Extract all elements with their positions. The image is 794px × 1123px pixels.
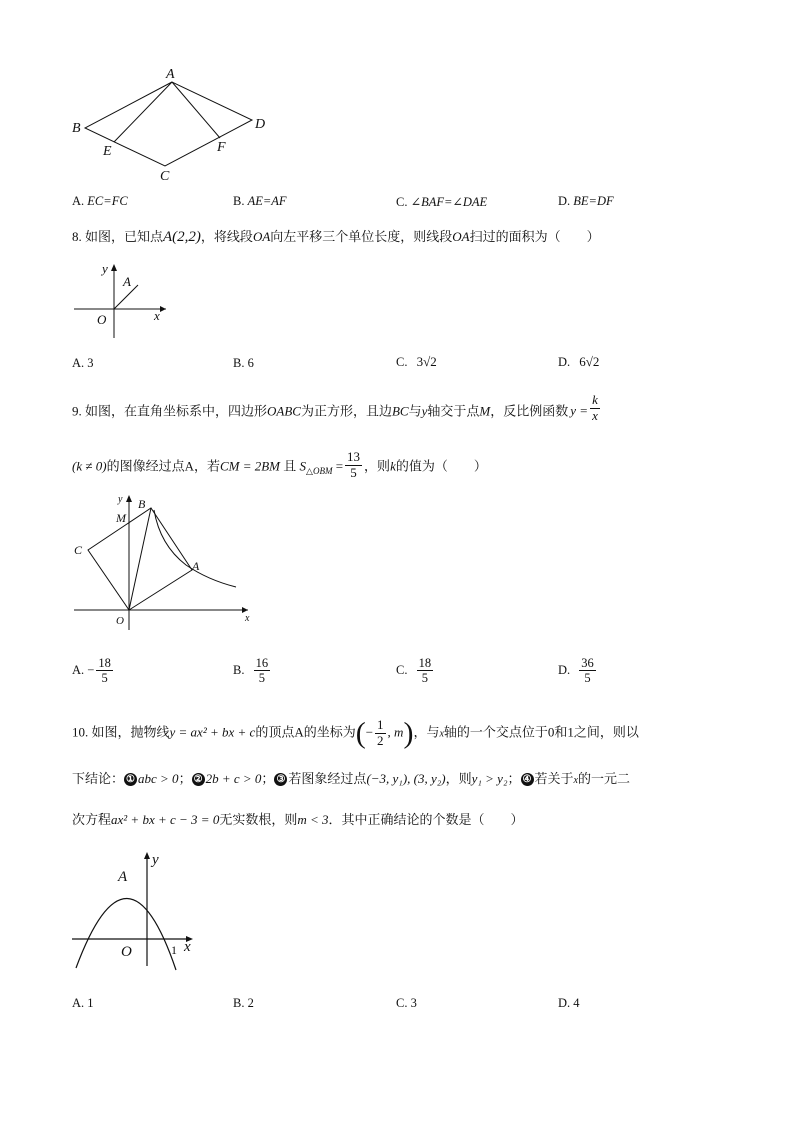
q7-option-a[interactable]: A. EC=FC: [72, 194, 128, 208]
q9-label-a: A: [192, 559, 200, 573]
q8-label-o: O: [97, 312, 107, 327]
q7-segment-ae: [114, 82, 172, 142]
q10-label-o: O: [121, 944, 132, 960]
q9-y-arrow: [126, 495, 132, 502]
q8-option-d[interactable]: D. 6√2: [558, 354, 600, 369]
q10-option-d[interactable]: D. 4: [558, 996, 580, 1010]
q10-question-line3: 次方程ax² + bx + c − 3 = 0无实数根，则m < 3．其中正确结论的个数是（ ）: [72, 812, 524, 827]
q8-option-c[interactable]: C. 3√2: [396, 354, 437, 369]
q7-segment-af: [172, 82, 220, 138]
q9-option-a[interactable]: A. − $\frac{18}{5}$: [72, 656, 111, 686]
q9-label-m: M: [116, 511, 126, 525]
q7-label-d: D: [255, 117, 266, 132]
q7-option-d[interactable]: D. BE=DF: [558, 194, 614, 208]
q10-option-b[interactable]: B. 2: [233, 996, 254, 1010]
q7-option-c[interactable]: C. ∠BAF=∠DAE: [396, 195, 488, 209]
q7-label-f: F: [217, 140, 226, 155]
q9-label-o: O: [116, 615, 124, 627]
q10-option-a[interactable]: A. 1: [72, 996, 94, 1010]
q8-label-x: x: [154, 308, 160, 323]
q7-label-c: C: [160, 169, 170, 184]
q9-label-y: y: [118, 494, 123, 505]
q8-y-arrow: [111, 264, 117, 271]
q8-figure: [68, 258, 178, 340]
q9-option-b[interactable]: B. $\frac{16}{5}$: [233, 656, 269, 686]
q9-question-line2: (k ≠ 0)的图像经过点A，若CM = 2BM 且 $S_{\triangle OBM}$ = $\frac{13}{5}$ ，则k的值为（ ）: [72, 449, 487, 480]
q10-question-line1: 10. 如图，抛物线y = ax² + bx + c的顶点A的坐标为(− $\frac{1}{2}$ , m)，与x轴的一个交点位于0和1之间，则以: [72, 716, 639, 750]
q9-hyperbola-curve: [154, 510, 236, 587]
q9-segment-ob: [129, 508, 151, 610]
q10-label-one: 1: [171, 943, 177, 957]
q9-option-c[interactable]: C. $\frac{18}{5}$: [396, 656, 432, 686]
q8-x-arrow: [160, 306, 166, 312]
q7-label-b: B: [72, 121, 81, 136]
q7-figure: [60, 60, 280, 185]
q9-figure: [68, 490, 268, 630]
q10-y-arrow: [144, 852, 150, 859]
q10-label-y: y: [152, 852, 159, 868]
q10-figure: [68, 848, 208, 972]
q8-label-y: y: [102, 261, 108, 276]
q10-question-line2: 下结论： ① abc > 0； ② 2b + c > 0； ③ 若图象经过点(−3, y₁), (3, y₂)，则y₁ > y₂； ④ 若关于x的一元二: [72, 771, 630, 786]
q7-option-b[interactable]: B. AE=AF: [233, 194, 287, 208]
q9-question-line1: 9. 如图，在直角坐标系中，四边形OABC为正方形，且边BC与y轴交于点M，反比例函数 y = $\frac{k}{x}$: [72, 392, 598, 423]
q8-question-text: 8. 如图，已知点A(2,2)，将线段OA向左平移三个单位长度，则线段OA扫过的面积为（ ）: [72, 229, 600, 245]
q9-label-x: x: [245, 613, 250, 624]
q8-label-a: A: [123, 274, 131, 289]
q7-label-a: A: [166, 67, 175, 82]
q10-label-x: x: [184, 939, 191, 955]
q8-option-b[interactable]: B. 6: [233, 356, 254, 370]
q10-option-c[interactable]: C. 3: [396, 996, 417, 1010]
q9-option-d[interactable]: D. $\frac{36}{5}$: [558, 656, 594, 686]
q9-label-b: B: [138, 497, 146, 511]
q7-label-e: E: [103, 144, 112, 159]
q8-option-a[interactable]: A. 3: [72, 356, 94, 370]
q9-label-c: C: [74, 543, 83, 557]
q10-label-a: A: [118, 869, 128, 885]
